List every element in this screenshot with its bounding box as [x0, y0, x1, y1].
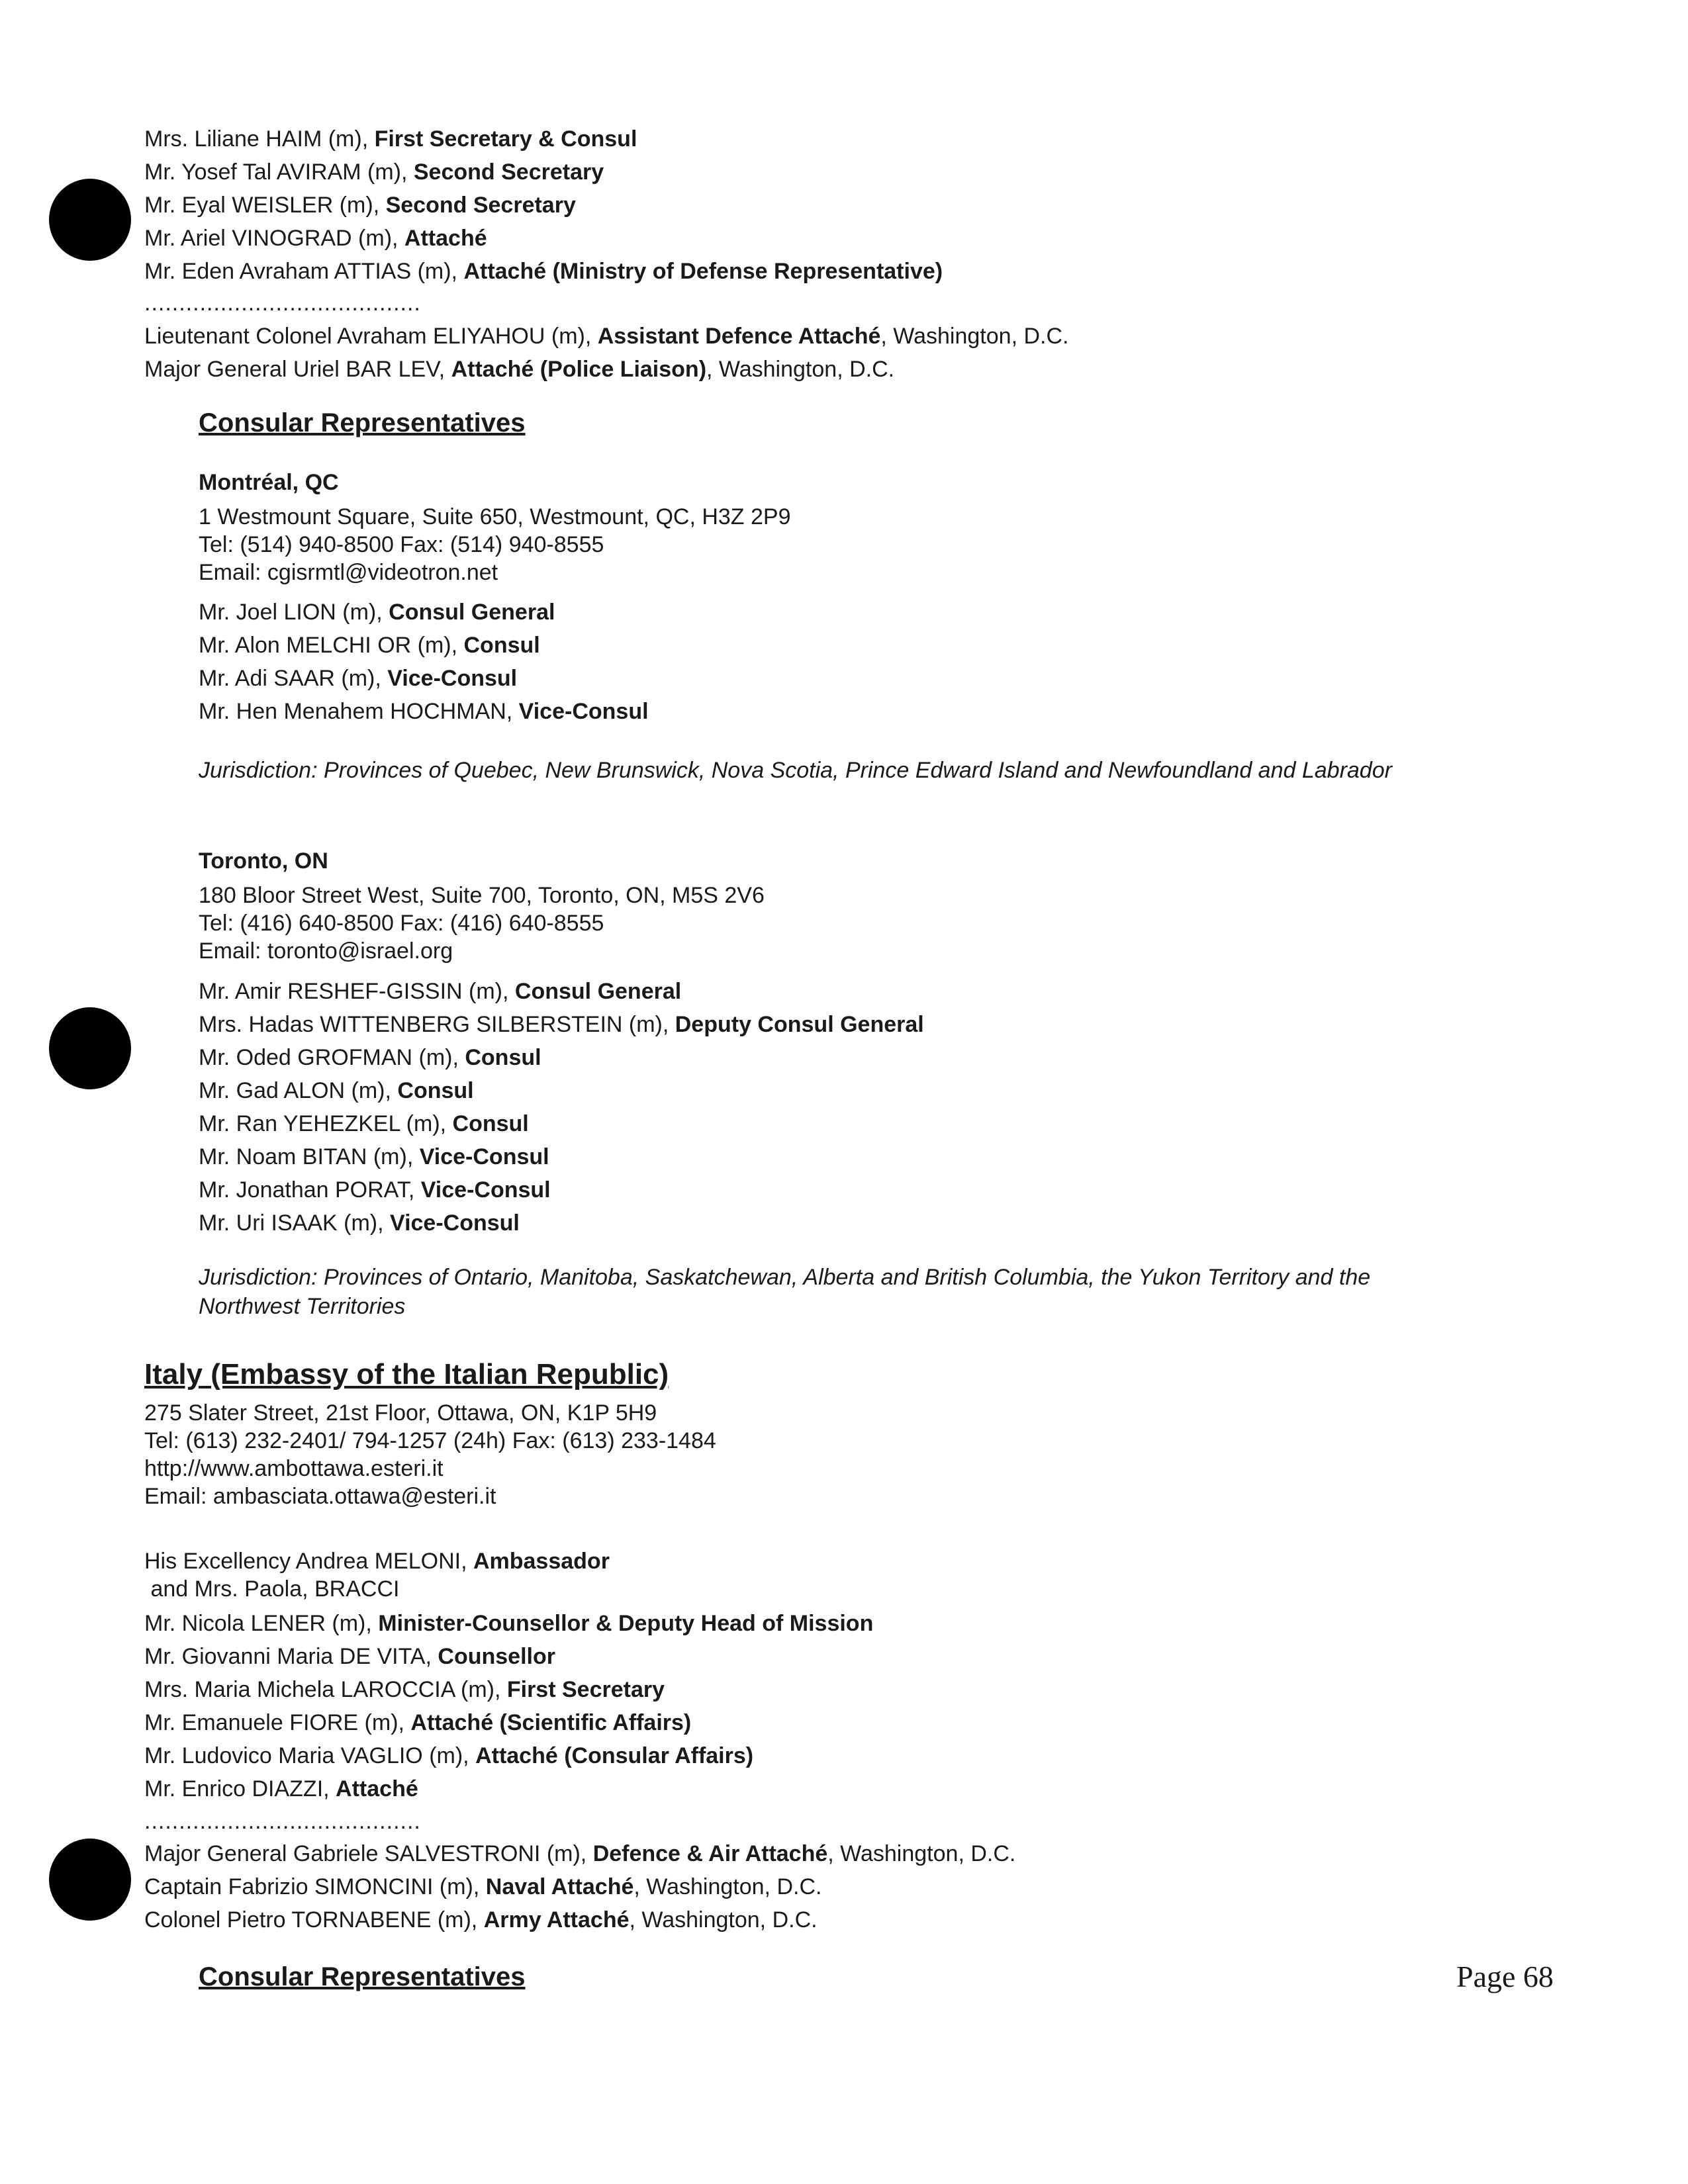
- separator-dots: ........................................: [144, 291, 421, 316]
- jurisdiction-line: Northwest Territories: [199, 1294, 406, 1319]
- phone-line: Tel: (613) 232-2401/ 794-1257 (24h) Fax: (613) 233-1484: [144, 1428, 716, 1453]
- italy-consular-heading: Consular Representatives: [199, 1962, 526, 1991]
- staff-entry: Mr. Ran YEHEZKEL (m), Consul: [199, 1111, 529, 1136]
- israel-staff-list: [144, 122, 943, 288]
- punch-hole-top: [49, 179, 131, 261]
- staff-entry: Mr. Emanuele FIORE (m), Attaché (Scientific Affairs): [144, 1710, 692, 1735]
- staff-entry: Mrs. Maria Michela LAROCCIA (m), First Secretary: [144, 1677, 665, 1702]
- punch-hole-middle: [49, 1007, 131, 1089]
- page-number: Page 68: [1456, 1960, 1554, 1993]
- staff-entry: Mr. Eyal WEISLER (m), Second Secretary: [144, 193, 576, 218]
- staff-entry: Mrs. Liliane HAIM (m), First Secretary & Consul: [144, 126, 637, 152]
- toronto-staff-list: [199, 975, 924, 1240]
- email-line: Email: toronto@israel.org: [199, 938, 453, 964]
- consular-representatives-heading: Consular Representatives: [199, 408, 526, 437]
- staff-entry: Mr. Uri ISAAK (m), Vice-Consul: [199, 1210, 520, 1236]
- staff-entry: Mr. Amir RESHEF-GISSIN (m), Consul General: [199, 979, 682, 1004]
- israel-washington-list: [144, 320, 1068, 386]
- italy-heading: Italy (Embassy of the Italian Republic): [144, 1358, 669, 1390]
- montreal-staff-list: [199, 596, 649, 728]
- staff-entry: Mr. Eden Avraham ATTIAS (m), Attaché (Ministry of Defense Representative): [144, 259, 943, 284]
- staff-entry: Major General Gabriele SALVESTRONI (m), Defence & Air Attaché, Washington, D.C.: [144, 1841, 1016, 1866]
- toronto-jurisdiction: [199, 1263, 1370, 1321]
- staff-entry: Captain Fabrizio SIMONCINI (m), Naval Attaché, Washington, D.C.: [144, 1874, 822, 1899]
- jurisdiction-line: Jurisdiction: Provinces of Ontario, Manitoba, Saskatchewan, Alberta and British Columbia, the Yukon Territory and the: [199, 1265, 1371, 1290]
- ambassador-line: His Excellency Andrea MELONI, Ambassador: [144, 1549, 610, 1574]
- staff-entry: Mr. Gad ALON (m), Consul: [199, 1078, 474, 1103]
- phone-line: Tel: (416) 640-8500 Fax: (416) 640-8555: [199, 911, 604, 936]
- staff-entry: Mrs. Hadas WITTENBERG SILBERSTEIN (m), Deputy Consul General: [199, 1012, 924, 1037]
- staff-entry: Mr. Giovanni Maria DE VITA, Counsellor: [144, 1644, 555, 1669]
- punch-hole-bottom: [49, 1839, 131, 1921]
- staff-entry: Mr. Adi SAAR (m), Vice-Consul: [199, 666, 518, 691]
- staff-entry: Mr. Ludovico Maria VAGLIO (m), Attaché (Consular Affairs): [144, 1743, 754, 1768]
- montreal-city: Montréal, QC: [199, 470, 339, 495]
- website-line: http://www.ambottawa.esteri.it: [144, 1456, 444, 1481]
- staff-entry: Mr. Ariel VINOGRAD (m), Attaché: [144, 226, 487, 251]
- separator-dots: ........................................: [144, 1809, 421, 1834]
- staff-entry: Lieutenant Colonel Avraham ELIYAHOU (m), Assistant Defence Attaché, Washington, D.C.: [144, 324, 1069, 349]
- address-line: 180 Bloor Street West, Suite 700, Toronto, ON, M5S 2V6: [199, 883, 765, 908]
- montreal-jurisdiction: Jurisdiction: Provinces of Quebec, New Brunswick, Nova Scotia, Prince Edward Island and Newfoundland and Labrador: [199, 758, 1392, 783]
- staff-entry: Mr. Jonathan PORAT, Vice-Consul: [199, 1177, 551, 1203]
- email-line: Email: cgisrmtl@videotron.net: [199, 560, 498, 585]
- italy-ambassador: [144, 1547, 610, 1603]
- montreal-address: [199, 503, 791, 586]
- staff-entry: Mr. Hen Menahem HOCHMAN, Vice-Consul: [199, 699, 649, 724]
- staff-entry: Colonel Pietro TORNABENE (m), Army Attaché, Washington, D.C.: [144, 1907, 818, 1933]
- italy-staff-list: [144, 1607, 873, 1805]
- toronto-address: [199, 882, 765, 965]
- staff-entry: Mr. Noam BITAN (m), Vice-Consul: [199, 1144, 549, 1169]
- address-line: 275 Slater Street, 21st Floor, Ottawa, ON, K1P 5H9: [144, 1400, 657, 1426]
- spouse-line: and Mrs. Paola, BRACCI: [144, 1576, 400, 1602]
- staff-entry: Major General Uriel BAR LEV, Attaché (Police Liaison), Washington, D.C.: [144, 357, 895, 382]
- email-line: Email: ambasciata.ottawa@esteri.it: [144, 1484, 496, 1509]
- staff-entry: Mr. Joel LION (m), Consul General: [199, 600, 555, 625]
- phone-line: Tel: (514) 940-8500 Fax: (514) 940-8555: [199, 532, 604, 557]
- staff-entry: Mr. Oded GROFMAN (m), Consul: [199, 1045, 541, 1070]
- address-line: 1 Westmount Square, Suite 650, Westmount, QC, H3Z 2P9: [199, 504, 791, 529]
- staff-entry: Mr. Nicola LENER (m), Minister-Counsellor & Deputy Head of Mission: [144, 1611, 874, 1636]
- toronto-city: Toronto, ON: [199, 848, 328, 874]
- italy-address: [144, 1399, 716, 1510]
- staff-entry: Mr. Alon MELCHI OR (m), Consul: [199, 633, 540, 658]
- italy-washington-list: [144, 1837, 1015, 1936]
- staff-entry: Mr. Yosef Tal AVIRAM (m), Second Secretary: [144, 159, 604, 185]
- staff-entry: Mr. Enrico DIAZZI, Attaché: [144, 1776, 418, 1801]
